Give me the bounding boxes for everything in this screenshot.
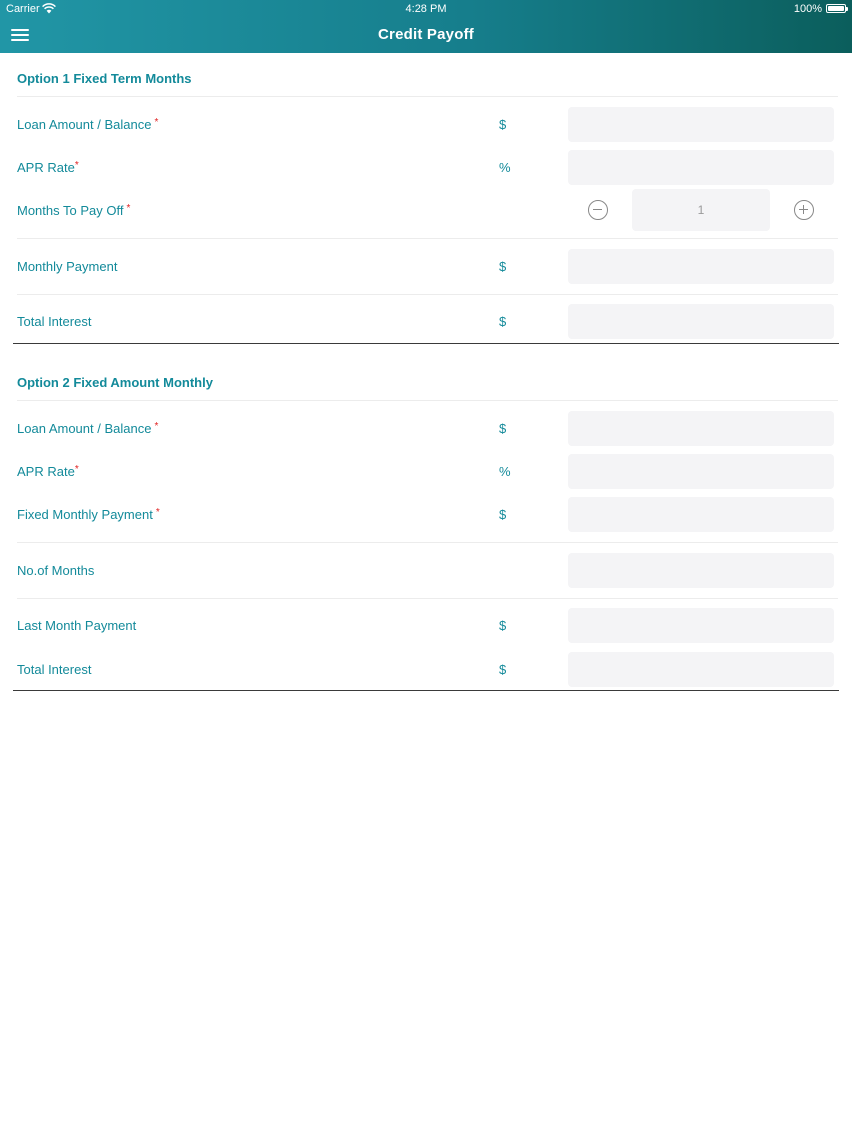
option2-apr-unit: %: [499, 464, 511, 479]
required-marker: *: [74, 160, 79, 171]
minus-icon: [593, 209, 602, 211]
option1-loan-unit: $: [499, 117, 507, 132]
required-marker: *: [154, 421, 159, 432]
option1-loan-input[interactable]: [568, 107, 834, 142]
option2-interest-output[interactable]: [568, 652, 834, 687]
top-bar: [0, 0, 852, 53]
option2-fixed-unit: $: [499, 507, 507, 522]
option2-last-output[interactable]: [568, 608, 834, 643]
option2-loan-input[interactable]: [568, 411, 834, 446]
carrier-label: Carrier: [6, 3, 40, 15]
divider: [17, 294, 838, 295]
option2-apr-label: APR Rate*: [17, 464, 79, 479]
clock: 4:28 PM: [405, 3, 447, 15]
page-title: Credit Payoff: [378, 26, 474, 43]
required-marker: *: [154, 117, 159, 128]
required-marker: *: [126, 203, 131, 214]
option1-apr-unit: %: [499, 160, 511, 175]
option2-months-label: No.of Months: [17, 563, 95, 578]
option1-apr-label: APR Rate*: [17, 160, 79, 175]
option2-loan-label: Loan Amount / Balance *: [17, 421, 159, 436]
option2-fixed-input[interactable]: [568, 497, 834, 532]
option2-apr-input[interactable]: [568, 454, 834, 489]
option1-interest-label: Total Interest: [17, 314, 92, 329]
divider: [17, 96, 838, 97]
months-stepper-value[interactable]: 1: [632, 189, 770, 231]
option1-title: Option 1 Fixed Term Months: [17, 71, 192, 86]
increment-months-button[interactable]: [794, 200, 814, 220]
battery-icon: [826, 4, 846, 13]
option1-monthly-label: Monthly Payment: [17, 259, 118, 274]
divider: [17, 542, 838, 543]
divider: [17, 598, 838, 599]
option1-loan-label: Loan Amount / Balance *: [17, 117, 159, 132]
option2-fixed-label: Fixed Monthly Payment *: [17, 507, 160, 522]
option1-months-label: Months To Pay Off *: [17, 203, 131, 218]
option1-monthly-output[interactable]: [568, 249, 834, 284]
required-marker: *: [74, 464, 79, 475]
option1-interest-output[interactable]: [568, 304, 834, 339]
section-divider: [13, 690, 839, 691]
option1-interest-unit: $: [499, 314, 507, 329]
divider: [17, 400, 838, 401]
option2-interest-unit: $: [499, 662, 507, 677]
option2-title: Option 2 Fixed Amount Monthly: [17, 375, 213, 390]
decrement-months-button[interactable]: [588, 200, 608, 220]
section-divider: [13, 343, 839, 344]
option1-monthly-unit: $: [499, 259, 507, 274]
battery-percentage: 100%: [793, 3, 822, 15]
status-bar: [0, 0, 852, 18]
required-marker: *: [155, 507, 160, 518]
option2-months-output[interactable]: [568, 553, 834, 588]
option2-loan-unit: $: [499, 421, 507, 436]
divider: [17, 238, 838, 239]
option2-interest-label: Total Interest: [17, 662, 92, 677]
option2-last-label: Last Month Payment: [17, 618, 137, 633]
option1-apr-input[interactable]: [568, 150, 834, 185]
option2-last-unit: $: [499, 618, 507, 633]
